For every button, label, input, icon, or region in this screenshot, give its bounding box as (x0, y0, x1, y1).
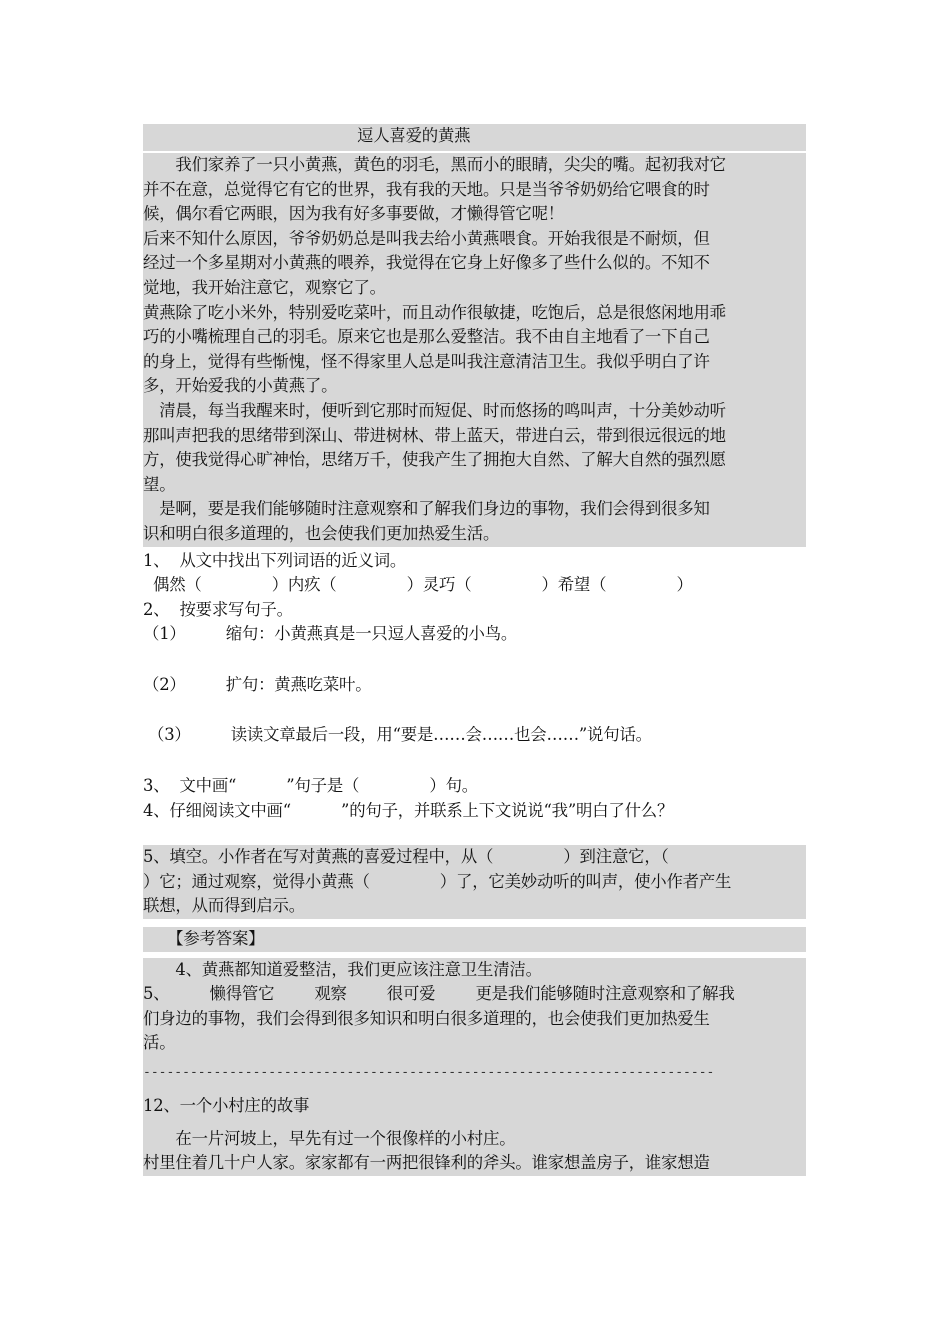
next-section-line: 村里住着几十户人家。家家都有一两把很锋利的斧头。谁家想盖房子，谁家想造 (143, 1153, 710, 1173)
question-5-line: 联想，从而得到启示。 (143, 896, 305, 916)
question-4: 4、仔细阅读文中画“ ”的句子，并联系上下文说说“我”明白了什么？ (143, 800, 674, 820)
next-section-title: 12、一个小村庄的故事 (143, 1096, 310, 1115)
question-2-title: 2、 按要求写句子。 (143, 599, 293, 619)
section-divider: ------------------------------------------------------------------------- (143, 1065, 715, 1080)
answer-5-line: 5、 懒得管它 观察 很可爱 更是我们能够随时注意观察和了解我 (143, 984, 735, 1004)
question-2-2: （2） 扩句：黄燕吃菜叶。 (143, 674, 372, 694)
story-line: 是啊，要是我们能够随时注意观察和了解我们身边的事物，我们会得到很多知 (143, 499, 710, 519)
question-2-3: （3） 读读文章最后一段，用“要是……会……也会……”说句话。 (143, 725, 652, 745)
answer-5-line: 活。 (143, 1033, 176, 1053)
story-line: 那叫声把我的思绪带到深山、带进树林、带上蓝天，带进白云，带到很远很远的地 (143, 425, 726, 445)
questions-block (143, 549, 806, 846)
story-line: 望。 (143, 474, 176, 494)
question-1-blanks: 偶然（ ）内疚（ ）灵巧（ ）希望（ ） (143, 575, 693, 595)
question-1-title: 1、 从文中找出下列词语的近义词。 (143, 550, 407, 570)
question-5-block (143, 845, 806, 919)
page-title: 逗人喜爱的黄燕 (357, 126, 471, 145)
answer-5-line: 们身边的事物，我们会得到很多知识和明白很多道理的，也会使我们更加热爱生 (143, 1008, 710, 1028)
story-line: 多，开始爱我的小黄燕了。 (143, 376, 338, 396)
story-line: 清晨，每当我醒来时，便听到它那时而短促、时而悠扬的鸣叫声，十分美妙动听 (143, 400, 726, 420)
title-block (143, 124, 806, 151)
story-block (143, 153, 806, 547)
story-line: 后来不知什么原因，爷爷奶奶总是叫我去给小黄燕喂食。开始我很是不耐烦，但 (143, 228, 710, 248)
answers-header-block (143, 927, 806, 952)
document-body (143, 124, 806, 1180)
story-line: 并不在意，总觉得它有它的世界，我有我的天地。只是当爷爷奶奶给它喂食的时 (143, 179, 710, 199)
question-5-line: ）它；通过观察，觉得小黄燕（ ）了，它美妙动听的叫声，使小作者产生 (143, 871, 732, 891)
question-3: 3、 文中画“ ”句子是（ ）句。 (143, 776, 478, 796)
question-2-1: （1） 缩句：小黄燕真是一只逗人喜爱的小鸟。 (143, 624, 518, 644)
answers-header: 【参考答案】 (143, 929, 265, 949)
story-line: 我们家养了一只小黄燕，黄色的羽毛，黑而小的眼睛，尖尖的嘴。起初我对它 (143, 155, 726, 174)
question-5-line: 5、填空。小作者在写对黄燕的喜爱过程中，从（ ）到注意它，（ (143, 847, 669, 867)
answer-4: 4、黄燕都知道爱整洁，我们更应该注意卫生清洁。 (143, 959, 542, 979)
story-line: 经过一个多星期对小黄燕的喂养，我觉得在它身上好像多了些什么似的。不知不 (143, 253, 710, 273)
story-line: 巧的小嘴梳理自己的羽毛。原来它也是那么爱整洁。我不由自主地看了一下自己 (143, 327, 710, 347)
story-line: 黄燕除了吃小米外，特别爱吃菜叶，而且动作很敏捷，吃饱后，总是很悠闲地用乖 (143, 302, 726, 322)
story-line: 识和明白很多道理的，也会使我们更加热爱生活。 (143, 523, 500, 543)
story-line: 候，偶尔看它两眼，因为我有好多事要做，才懒得管它呢！ (143, 204, 564, 224)
story-line: 觉地，我开始注意它，观察它了。 (143, 277, 386, 297)
next-section-line: 在一片河坡上，早先有过一个很像样的小村庄。 (143, 1128, 516, 1148)
answers-block (143, 958, 806, 1176)
story-line: 的身上，觉得有些惭愧，怪不得家里人总是叫我注意清洁卫生。我似乎明白了许 (143, 351, 710, 371)
story-line: 方，使我觉得心旷神怡，思绪万千，使我产生了拥抱大自然、了解大自然的强烈愿 (143, 450, 726, 470)
